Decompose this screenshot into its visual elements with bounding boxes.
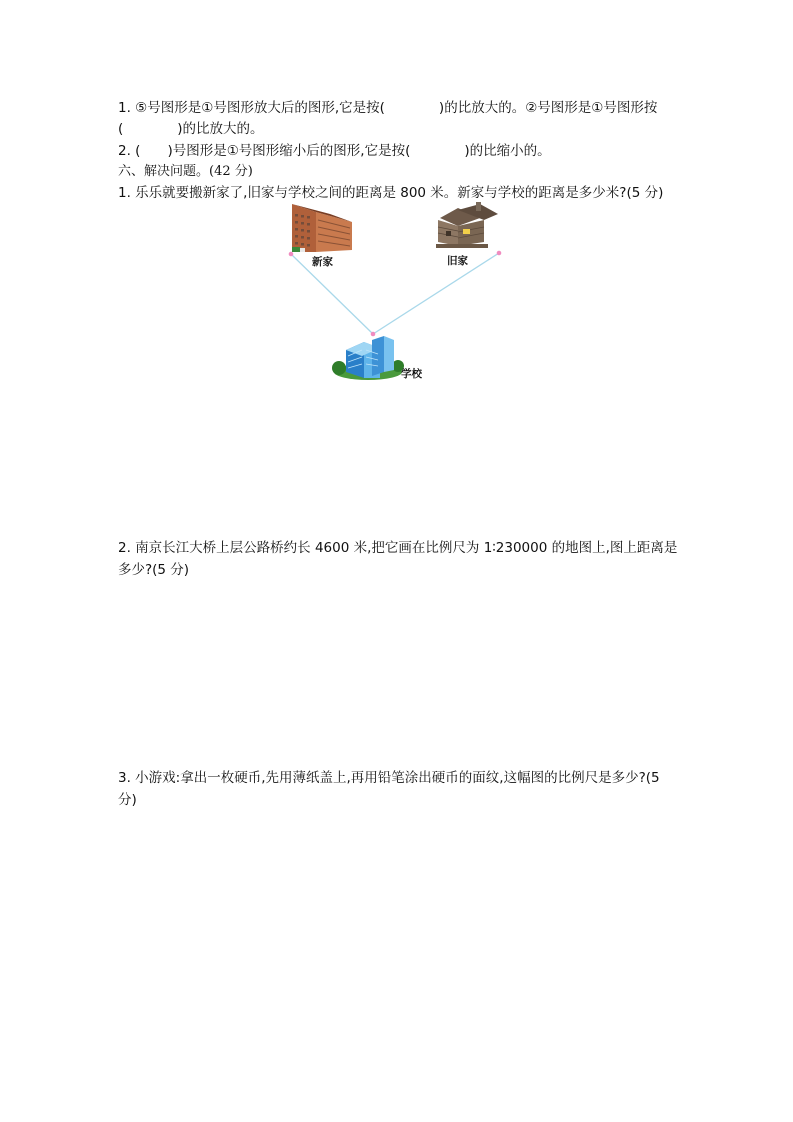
- school-label: 学校: [401, 368, 422, 380]
- school-building-icon: [332, 336, 404, 380]
- fill-in-q1-line2: ( )的比放大的。: [118, 121, 264, 137]
- apartment-building-icon: [292, 204, 352, 252]
- point-school: [371, 332, 376, 337]
- wooden-house-icon: [436, 202, 498, 248]
- map-diagram: [280, 200, 520, 390]
- new-home-label: 新家: [312, 256, 333, 268]
- fill-in-q2-line: 2. ( )号图形是①号图形缩小后的图形,它是按( )的比缩小的。: [118, 143, 551, 159]
- problem-2-line2: 多少?(5 分): [118, 562, 190, 578]
- map-svg: [280, 200, 520, 390]
- point-old-home: [497, 251, 502, 256]
- problem-1-text: 1. 乐乐就要搬新家了,旧家与学校之间的距离是 800 米。新家与学校的距离是多少米?(5 分): [118, 185, 664, 201]
- problem-2-line1: 2. 南京长江大桥上层公路桥约长 4600 米,把它画在比例尺为 1∶230000 的地图上,图上距离是: [118, 540, 678, 556]
- old-home-label: 旧家: [447, 255, 468, 267]
- section-six-heading: 六、解决问题。(42 分): [118, 164, 253, 179]
- fill-in-q1-line1: 1. ⑤号图形是①号图形放大后的图形,它是按( )的比放大的。②号图形是①号图形按: [118, 100, 658, 116]
- problem-3-line1: 3. 小游戏:拿出一枚硬币,先用薄纸盖上,再用铅笔涂出硬币的面纹,这幅图的比例尺是多少?(5: [118, 770, 660, 786]
- problem-3-line2: 分): [118, 792, 137, 808]
- point-new-home: [289, 252, 294, 257]
- line-old-home-to-school: [373, 253, 499, 334]
